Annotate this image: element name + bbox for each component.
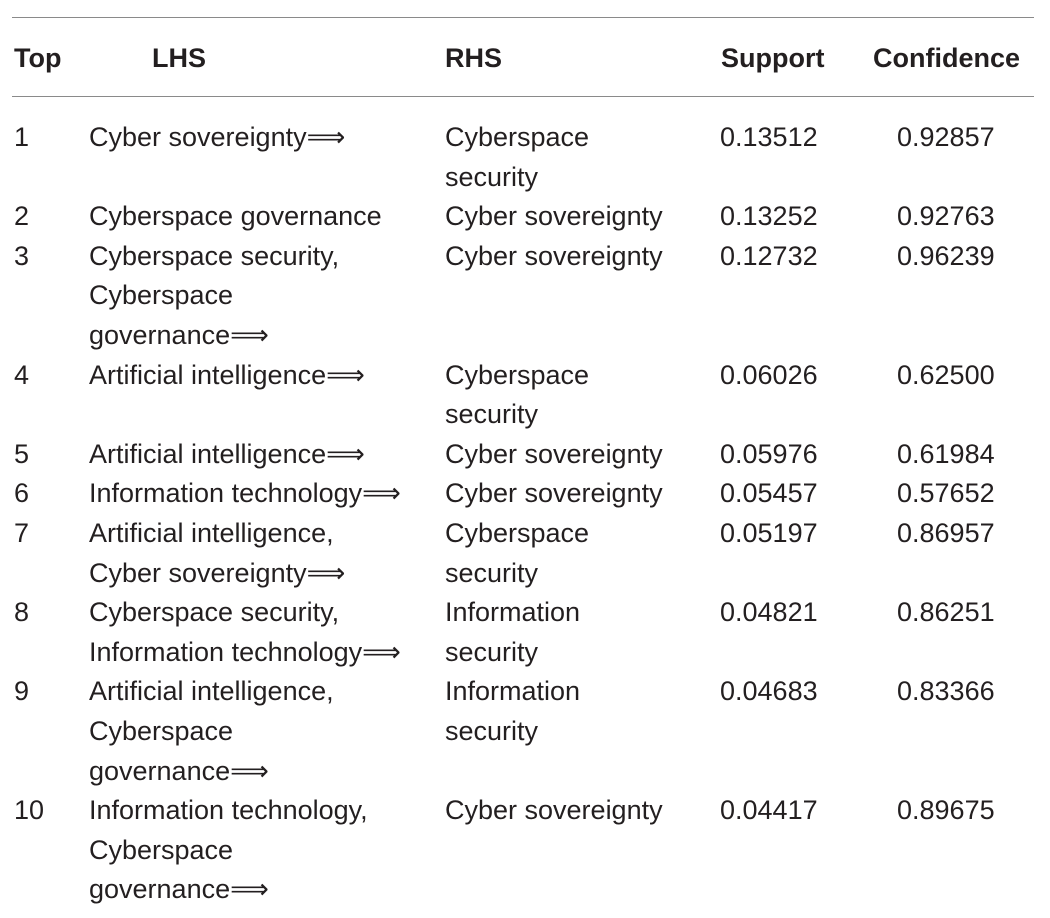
cell-rhs	[445, 356, 700, 435]
cell-rhs-line: Information	[445, 597, 581, 628]
top-rule	[12, 17, 1034, 18]
cell-lhs-line: governance⟹	[89, 755, 269, 786]
cell-rhs-line: Cyber sovereignty	[445, 438, 663, 469]
header-rhs: RHS	[445, 43, 503, 73]
cell-support	[720, 237, 850, 277]
cell-support	[720, 791, 850, 831]
cell-rhs-line: security	[445, 399, 539, 430]
cell-lhs-line: Artificial intelligence⟹	[89, 359, 365, 390]
cell-confidence	[897, 356, 1027, 396]
cell-confidence-line: 0.86251	[897, 597, 995, 628]
cell-rhs	[445, 593, 700, 672]
cell-support	[720, 474, 850, 514]
cell-rhs	[445, 435, 700, 475]
cell-top-line: 5	[14, 438, 30, 469]
cell-support-line: 0.12732	[720, 240, 818, 271]
cell-confidence-line: 0.83366	[897, 676, 995, 707]
cell-top	[14, 514, 74, 554]
cell-top-line: 8	[14, 597, 30, 628]
cell-top	[14, 435, 74, 475]
cell-rhs-line: Cyber sovereignty	[445, 795, 663, 826]
cell-support-line: 0.05197	[720, 517, 818, 548]
cell-support-line: 0.06026	[720, 359, 818, 390]
cell-top	[14, 197, 74, 237]
cell-lhs-line: Cyberspace	[89, 280, 234, 311]
cell-lhs	[89, 593, 434, 672]
cell-lhs-line: Artificial intelligence,	[89, 676, 334, 707]
cell-support-line: 0.04683	[720, 676, 818, 707]
cell-confidence	[897, 435, 1027, 475]
cell-support-line: 0.04821	[720, 597, 818, 628]
cell-rhs-line: security	[445, 715, 539, 746]
cell-support	[720, 672, 850, 712]
cell-top	[14, 356, 74, 396]
cell-lhs	[89, 474, 434, 514]
cell-lhs-line: Cyberspace	[89, 834, 234, 865]
cell-confidence-line: 0.61984	[897, 438, 995, 469]
table-header	[0, 38, 1050, 78]
cell-support-line: 0.13512	[720, 122, 818, 152]
cell-top-line: 6	[14, 478, 30, 509]
cell-lhs-line: Cyber sovereignty⟹	[89, 557, 346, 588]
cell-confidence-line: 0.89675	[897, 795, 995, 826]
cell-lhs-line: Cyberspace	[89, 715, 234, 746]
cell-lhs	[89, 672, 434, 791]
cell-confidence-line: 0.92857	[897, 122, 995, 152]
table-row	[0, 237, 1050, 356]
cell-confidence	[897, 474, 1027, 514]
cell-rhs	[445, 197, 700, 237]
cell-rhs-line: Cyber sovereignty	[445, 478, 663, 509]
cell-top-line: 2	[14, 201, 30, 232]
cell-confidence-line: 0.57652	[897, 478, 995, 509]
cell-rhs	[445, 118, 700, 197]
table-row	[0, 672, 1050, 791]
table-row	[0, 118, 1050, 197]
cell-lhs-line: Cyberspace security,	[89, 597, 340, 628]
cell-rhs-line: security	[445, 161, 539, 192]
cell-rhs-line: Cyberspace	[445, 122, 590, 152]
cell-rhs	[445, 672, 700, 751]
cell-support-line: 0.05457	[720, 478, 818, 509]
cell-support-line: 0.05976	[720, 438, 818, 469]
cell-support	[720, 435, 850, 475]
cell-top-line: 1	[14, 122, 30, 152]
cell-confidence	[897, 197, 1027, 237]
cell-support	[720, 118, 850, 158]
cell-confidence	[897, 237, 1027, 277]
cell-rhs-line: Information	[445, 676, 581, 707]
cell-top	[14, 672, 74, 712]
cell-top-line: 9	[14, 676, 30, 707]
cell-confidence	[897, 593, 1027, 633]
cell-lhs-line: Cyber sovereignty⟹	[89, 122, 346, 152]
cell-top-line: 4	[14, 359, 30, 390]
cell-top	[14, 237, 74, 277]
cell-lhs	[89, 118, 434, 158]
cell-lhs-line: Information technology⟹	[89, 478, 401, 509]
table-row	[0, 514, 1050, 593]
cell-lhs	[89, 435, 434, 475]
cell-top	[14, 593, 74, 633]
cell-confidence-line: 0.86957	[897, 517, 995, 548]
cell-confidence	[897, 672, 1027, 712]
cell-confidence	[897, 791, 1027, 831]
cell-top	[14, 474, 74, 514]
cell-lhs	[89, 197, 434, 237]
cell-confidence	[897, 118, 1027, 158]
cell-rhs	[445, 514, 700, 593]
cell-support	[720, 514, 850, 554]
cell-lhs	[89, 791, 434, 910]
table-row	[0, 791, 1050, 910]
cell-rhs-line: Cyber sovereignty	[445, 240, 663, 271]
cell-rhs-line: security	[445, 557, 539, 588]
header-support: Support	[721, 43, 825, 73]
cell-lhs-line: Cyberspace governance	[89, 201, 382, 232]
cell-rhs	[445, 237, 700, 277]
cell-top	[14, 791, 74, 831]
cell-lhs-line: governance⟹	[89, 319, 269, 350]
table-row	[0, 356, 1050, 435]
header-rule	[12, 96, 1034, 97]
cell-top-line: 3	[14, 240, 30, 271]
table-row	[0, 593, 1050, 672]
cell-lhs	[89, 356, 434, 396]
cell-lhs-line: Artificial intelligence⟹	[89, 438, 365, 469]
table-row	[0, 474, 1050, 514]
cell-rhs-line: Cyberspace	[445, 359, 590, 390]
cell-support	[720, 356, 850, 396]
cell-confidence	[897, 514, 1027, 554]
cell-lhs-line: governance⟹	[89, 874, 269, 905]
cell-support-line: 0.13252	[720, 201, 818, 232]
cell-confidence-line: 0.92763	[897, 201, 995, 232]
cell-top-line: 7	[14, 517, 30, 548]
header-top: Top	[14, 43, 62, 73]
cell-support	[720, 197, 850, 237]
cell-top	[14, 118, 74, 158]
cell-confidence-line: 0.62500	[897, 359, 995, 390]
cell-rhs	[445, 791, 700, 831]
cell-confidence-line: 0.96239	[897, 240, 995, 271]
cell-rhs-line: security	[445, 636, 539, 667]
cell-lhs-line: Cyberspace security,	[89, 240, 340, 271]
table-row	[0, 435, 1050, 475]
cell-lhs	[89, 237, 434, 356]
cell-lhs-line: Artificial intelligence,	[89, 517, 334, 548]
header-lhs: LHS	[152, 43, 206, 73]
cell-lhs-line: Information technology⟹	[89, 636, 401, 667]
cell-rhs-line: Cyber sovereignty	[445, 201, 663, 232]
header-confidence: Confidence	[873, 43, 1021, 73]
cell-top-line: 10	[14, 795, 45, 826]
cell-support-line: 0.04417	[720, 795, 818, 826]
cell-rhs-line: Cyberspace	[445, 517, 590, 548]
table-body	[0, 118, 1050, 910]
table-row	[0, 197, 1050, 237]
cell-rhs	[445, 474, 700, 514]
cell-support	[720, 593, 850, 633]
cell-lhs	[89, 514, 434, 593]
cell-lhs-line: Information technology,	[89, 795, 368, 826]
